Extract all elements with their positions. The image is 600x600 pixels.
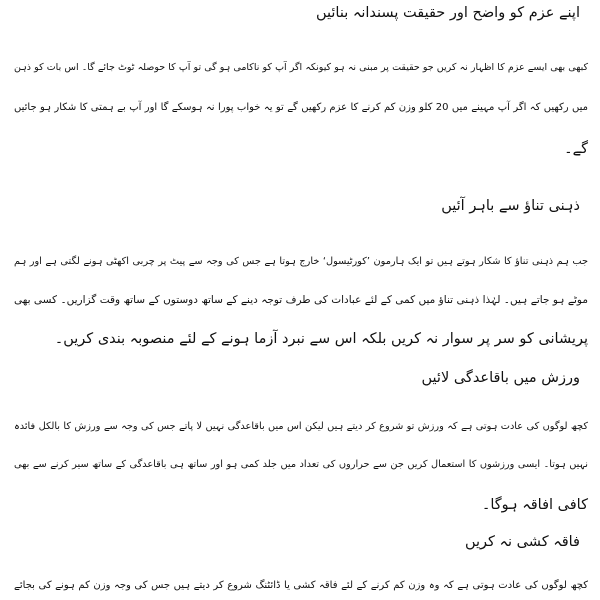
paragraph-line: گے۔ (564, 141, 588, 157)
paragraph-line: میں رکھیں کہ اگر آپ مہینے میں 20 کلو وزن کم کرنے کا عزم رکھیں گے تو یہ خواب پورا نہ ہوسکے گا اور آپ بے ہمتی کا شکار ہو جائیں (14, 102, 588, 113)
paragraph-line: نہیں ہوتا۔ ایسی ورزشوں کا استعمال کریں جن سے حراروں کی تعداد میں جلد کمی ہو اور ساتھ ہی باقاعدگی کے ساتھ سیر کرنے سے بھی (14, 459, 588, 470)
section-heading-exercise: ورزش میں باقاعدگی لائیں (421, 370, 580, 386)
paragraph-line: کافی افاقہ ہوگا۔ (481, 497, 588, 513)
paragraph-line: کبھی بھی ایسے عزم کا اظہار نہ کریں جو حقیقت پر مبنی نہ ہو کیونکہ اگر آپ کو ناکامی ہو گی تو آپ کا حوصلہ ٹوٹ جائے گا۔ اس بات کو ذہن (14, 62, 588, 73)
section-heading-goals: اپنے عزم کو واضح اور حقیقت پسندانہ بنائیں (315, 5, 580, 21)
section-heading-fasting: فاقہ کشی نہ کریں (464, 534, 580, 550)
paragraph-line: موٹے ہو جاتے ہیں۔ لہٰذا ذہنی تناؤ میں کمی کے لئے عبادات کی طرف توجہ دینے کے ساتھ دوستوں کے ساتھ وقت گزاریں۔ کسی بھی (14, 294, 588, 306)
paragraph-line: جب ہم ذہنی تناؤ کا شکار ہوتے ہیں تو ایک ہارمون ’کورٹیسول‘ خارج ہوتا ہے جس کی وجہ سے پیٹ پر چربی اکھٹی ہونے لگتی ہے اور ہم (14, 256, 588, 267)
paragraph-line: کچھ لوگوں کی عادت ہوتی ہے کہ وہ وزن کم کرنے کے لئے فاقہ کشی یا ڈائٹنگ شروع کر دیتے ہیں جس کی وجہ وزن کم ہونے کی بجائے (14, 580, 588, 591)
paragraph-line: پریشانی کو سر پر سوار نہ کریں بلکہ اس سے نبرد آزما ہونے کے لئے منصوبہ بندی کریں۔ (54, 331, 588, 347)
paragraph-line: کچھ لوگوں کی عادت ہوتی ہے کہ ورزش تو شروع کر دیتے ہیں لیکن اس میں باقاعدگی نہیں لا پاتے جس کی وجہ سے ورزش کا بالکل فائدہ (14, 421, 588, 432)
section-heading-stress: ذہنی تناؤ سے باہر آئیں (441, 198, 580, 214)
